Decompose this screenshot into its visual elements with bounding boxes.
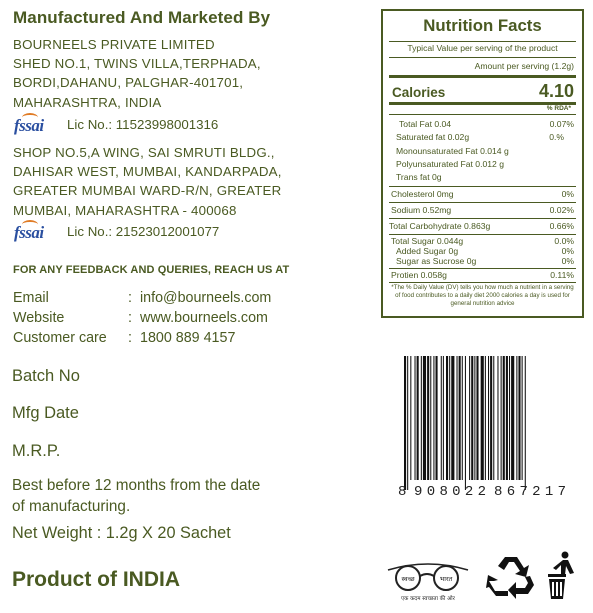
nutrient-rda: 0% [561,246,574,256]
divider [389,282,576,283]
fssai-logo-text: fssai [14,116,44,135]
email-value[interactable]: info@bourneels.com [140,290,272,306]
fssai-logo [13,113,53,135]
nutrition-facts-panel [381,9,584,318]
nutrient-name: Monounsaturated Fat 0.014 g [396,146,509,156]
barcode-bar [497,356,498,480]
address-line: BOURNEELS PRIVATE LIMITED [13,37,215,52]
divider [389,41,576,42]
nutrient-row [391,246,574,256]
marketer-address [13,143,282,220]
barcode-bar [436,356,438,480]
typical-value-note: Typical Value per serving of the product [407,43,558,53]
divider [389,57,576,58]
best-before-text [12,475,312,517]
license-number-2: Lic No.: 21523012001077 [67,223,220,239]
barcode-bar [506,356,508,480]
recycle-icon [486,553,536,601]
contact-row [13,309,271,329]
fssai-logo [13,220,53,242]
nutrient-rda: 0.11% [550,270,574,280]
swachh-tagline: एक कदम स्वच्छता की ओर [401,596,455,602]
nutrient-name: Total Carbohydrate 0.863g [389,221,491,231]
barcode-digits-left: 908022 [414,484,486,496]
barcode-bar [427,356,429,480]
divider [389,218,576,219]
nutrient-rda: 0.66% [549,221,574,231]
barcode-bar [503,356,505,480]
license-row-1 [13,113,218,135]
address-line: SHOP NO.5,A WING, SAI SMRUTI BLDG., [13,145,275,160]
nutrient-name: Sodium 0.52mg [391,205,452,215]
nutrient-row [391,146,574,156]
barcode-bar [423,356,426,480]
nutrient-name: Polyunsaturated Fat 0.012 g [396,159,504,169]
barcode [398,356,573,496]
mfg-date-label: Mfg Date [12,404,79,422]
address-line: SHED NO.1, TWINS VILLA,TERPHADA, [13,56,261,72]
barcode-bar [433,356,434,480]
barcode-bar [522,356,523,480]
barcode-bar [490,356,492,480]
nutrient-name: Cholesterol 0mg [391,189,454,199]
contact-label: Email [13,290,49,306]
license-number-1: Lic No.: 11523998001316 [67,116,219,132]
barcode-bar [471,356,473,480]
barcode-bar [476,356,478,480]
nutrient-row [391,205,574,215]
swachh-bharat-icon [384,556,472,602]
contact-separator: : [128,329,132,346]
nutrient-name: Total Fat 0.04 [399,119,452,129]
barcode-bars [404,356,526,490]
feedback-heading: FOR ANY FEEDBACK AND QUERIES, REACH US AT [13,264,290,276]
barcode-bar [488,356,489,480]
manufacturer-heading: Manufactured And Marketed By [13,8,271,27]
nutrient-name: Saturated fat 0.02g [396,132,470,142]
customer-care-value[interactable]: 1800 889 4157 [140,329,236,346]
barcode-bar [417,356,419,480]
country-of-origin: Product of INDIA [12,568,180,591]
nutrient-name: Trans fat 0g [396,172,442,182]
address-line: GREATER MUMBAI WARD-R/N, GREATER [13,183,282,199]
nutrition-title: Nutrition Facts [423,16,542,35]
barcode-bar [404,356,406,490]
fssai-logo-text: fssai [14,223,44,242]
contact-separator: : [128,290,132,306]
license-row-2 [13,220,219,242]
best-before-line: Best before 12 months from the date [12,477,261,494]
contact-label: Website [13,309,65,326]
divider [389,268,576,269]
calories-label: Calories [392,85,446,100]
barcode-bar [449,356,450,480]
barcode-bar [462,356,463,480]
nutrient-name: Total Sugar 0.044g [391,236,464,246]
nutrient-row [391,172,574,182]
nutrient-row [391,132,574,142]
net-weight: Net Weight : 1.2g X 20 Sachet [12,524,231,542]
barcode-bar [430,356,431,480]
nutrient-row [389,221,574,231]
mrp-label: M.R.P. [12,442,61,460]
address-line: MAHARASHTRA, INDIA [13,94,162,110]
barcode-bar [446,356,448,480]
barcode-bar [407,356,408,490]
nutrient-name: Added Sugar 0g [396,246,459,256]
barcode-bar [443,356,444,480]
barcode-bar [485,356,486,480]
nutrient-name: Protien 0.058g [391,270,447,280]
contact-list [13,289,271,348]
divider [389,234,576,235]
nutrient-rda: 0.0% [554,236,574,246]
nutrient-rda: 0.02% [549,205,574,215]
contact-label: Customer care [13,329,107,346]
barcode-bar [465,356,466,490]
calories-row [392,81,574,102]
nutrient-name: Sugar as Sucrose 0g [396,256,477,266]
barcode-bar [410,356,411,480]
divider [389,114,576,115]
nutrient-row [391,236,574,246]
swachh-text: स्वच्छ [401,575,415,583]
calories-value: 4.10 [538,81,574,101]
rda-header: % RDA* [546,105,571,112]
barcode-bar [457,356,458,480]
nutrient-row [391,189,574,199]
nutrient-rda: 0% [561,256,574,266]
barcode-digits-right: 867217 [494,484,566,496]
barcode-bar [493,356,494,480]
divider [389,202,576,203]
nutrient-row [391,256,574,266]
nutrient-row [391,159,574,169]
nutrient-rda: 0% [561,189,574,199]
barcode-bar [469,356,470,480]
daily-value-footnote: *The % Daily Value (DV) tells you how much a nutrient in a serving of food contributes to a daily diet 2000 calories a day is used for general nutrition advice [391,284,574,308]
barcode-bar [474,356,475,480]
barcode-bar [481,356,484,480]
address-line: BORDI,DAHANU, PALGHAR-401701, [13,75,244,91]
barcode-bar [509,356,510,480]
barcode-bar [415,356,416,480]
serving-size: Amount per serving (1.2g) [474,61,574,71]
barcode-bar [511,356,514,480]
address-line: DAHISAR WEST, MUMBAI, KANDARPADA, [13,164,282,180]
barcode-bar [441,356,442,480]
website-value[interactable]: www.bourneels.com [140,309,268,326]
contact-row [13,329,271,349]
divider [389,75,576,78]
nutrient-rda: 0.07% [549,119,574,129]
batch-number-label: Batch No [12,367,80,385]
manufacturer-address [13,35,261,112]
barcode-bar [518,356,520,480]
barcode-bar [501,356,502,480]
dustbin-icon [540,551,582,601]
barcode-bar [451,356,454,480]
best-before-line: of manufacturing. [12,498,131,515]
nutrient-rda: 0.% [549,132,564,142]
barcode-bar [525,356,526,490]
nutrient-row [391,270,574,280]
barcode-digit-first: 8 [398,484,407,496]
barcode-bar [459,356,461,480]
contact-row [13,289,271,309]
barcode-bar [421,356,422,480]
nutrient-row [391,119,574,129]
barcode-bar [516,356,517,480]
contact-separator: : [128,309,132,326]
address-line: MUMBAI, MAHARASHTRA - 400068 [13,202,237,218]
divider [389,186,576,187]
bharat-text: भारत [439,575,453,583]
